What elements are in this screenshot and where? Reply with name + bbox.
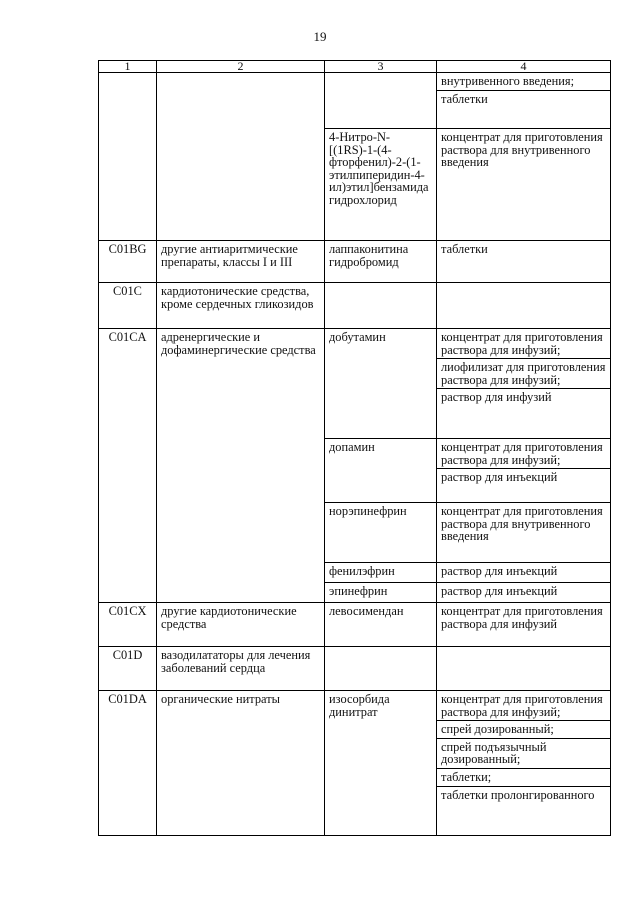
group-cell: другие антиаритмические препараты, классы I и III bbox=[157, 241, 325, 283]
page-number: 19 bbox=[313, 29, 327, 44]
dosage-form: таблетки bbox=[437, 90, 610, 108]
drug-cell: лаппаконитина гидробромид bbox=[325, 241, 437, 283]
column-header-1: 1 bbox=[99, 61, 157, 73]
group-cell: вазодилататоры для лечения заболеваний сердца bbox=[157, 647, 325, 691]
atc-code-cell: C01D bbox=[99, 647, 157, 691]
drug-cell: норэпинефрин bbox=[325, 503, 437, 563]
dosage-form: концентрат для приготовления раствора для инфузий; bbox=[441, 330, 603, 357]
table-row bbox=[99, 691, 611, 836]
forms-cell bbox=[437, 283, 611, 329]
dosage-form: раствор для инфузий bbox=[437, 388, 610, 406]
dosage-form: спрей подъязычный дозированный; bbox=[437, 738, 610, 768]
table-row bbox=[99, 647, 611, 691]
group-cell bbox=[157, 73, 325, 241]
group-cell: адренергические и дофаминергические средства bbox=[157, 329, 325, 603]
table-row bbox=[99, 283, 611, 329]
forms-cell bbox=[437, 329, 611, 439]
drug-cell: добутамин bbox=[325, 329, 437, 439]
table-row bbox=[99, 603, 611, 647]
dosage-form: концентрат для приготовления раствора для инфузий; bbox=[441, 440, 603, 467]
forms-cell: таблетки bbox=[437, 241, 611, 283]
forms-cell: концентрат для приготовления раствора для внутривенного введения bbox=[437, 503, 611, 563]
group-cell: другие кардиотонические средства bbox=[157, 603, 325, 647]
forms-cell bbox=[437, 439, 611, 503]
drug-cell: 4-Нитро-N-[(1RS)-1-(4-фторфенил)-2-(1-этилпиперидин-4-ил)этил]бензамида гидрохлорид bbox=[325, 129, 437, 241]
drug-cell bbox=[325, 283, 437, 329]
drug-cell: допамин bbox=[325, 439, 437, 503]
forms-cell: раствор для инъекций bbox=[437, 563, 611, 583]
drug-cell bbox=[325, 73, 437, 129]
table-row bbox=[99, 73, 611, 129]
atc-code-cell: C01BG bbox=[99, 241, 157, 283]
table-row bbox=[99, 241, 611, 283]
header-row bbox=[99, 61, 611, 73]
forms-cell: раствор для инъекций bbox=[437, 583, 611, 603]
column-header-4: 4 bbox=[437, 61, 611, 73]
drug-cell: левосимендан bbox=[325, 603, 437, 647]
dosage-form: таблетки пролонгированного bbox=[437, 786, 610, 804]
dosage-form: таблетки; bbox=[437, 768, 610, 786]
drug-cell: фенилэфрин bbox=[325, 563, 437, 583]
dosage-form: концентрат для приготовления раствора для инфузий; bbox=[441, 692, 603, 719]
atc-code-cell: C01DA bbox=[99, 691, 157, 836]
drug-cell: изосорбида динитрат bbox=[325, 691, 437, 836]
forms-cell: концентрат для приготовления раствора для внутривенного введения bbox=[437, 129, 611, 241]
drug-cell bbox=[325, 647, 437, 691]
forms-cell bbox=[437, 691, 611, 836]
dosage-form: лиофилизат для приготовления раствора для инфузий; bbox=[437, 358, 610, 388]
column-header-3: 3 bbox=[325, 61, 437, 73]
forms-cell: концентрат для приготовления раствора для инфузий bbox=[437, 603, 611, 647]
atc-code-cell: C01C bbox=[99, 283, 157, 329]
atc-code-cell: C01CX bbox=[99, 603, 157, 647]
atc-code-cell bbox=[99, 73, 157, 241]
table-row bbox=[99, 329, 611, 439]
drug-cell: эпинефрин bbox=[325, 583, 437, 603]
column-header-2: 2 bbox=[157, 61, 325, 73]
group-cell: органические нитраты bbox=[157, 691, 325, 836]
medicines-table bbox=[98, 60, 611, 836]
dosage-form: внутривенного введения; bbox=[441, 74, 575, 88]
group-cell: кардиотонические средства, кроме сердечных гликозидов bbox=[157, 283, 325, 329]
forms-cell bbox=[437, 647, 611, 691]
atc-code-cell: C01CA bbox=[99, 329, 157, 603]
dosage-form: раствор для инъекций bbox=[437, 468, 610, 486]
forms-cell bbox=[437, 73, 611, 129]
dosage-form: спрей дозированный; bbox=[437, 720, 610, 738]
